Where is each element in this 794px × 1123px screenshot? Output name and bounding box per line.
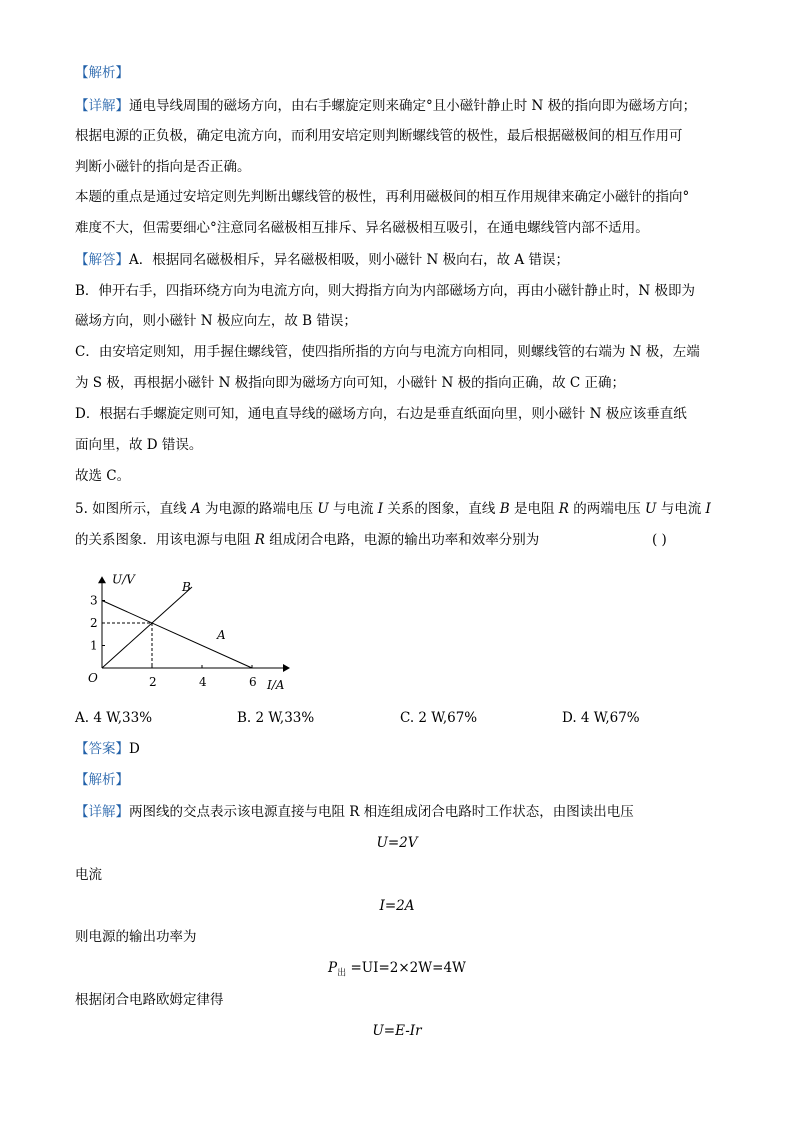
- stem-var-R: R: [254, 532, 265, 548]
- stem-var-I: I: [377, 501, 384, 517]
- equation-current: I=2A: [379, 898, 415, 914]
- stem-text: 与电流: [328, 501, 378, 517]
- stem-var-B: B: [499, 501, 510, 517]
- answer-line-3: 磁场方向，则小磁针 N 极应向左，故 B 错误；: [75, 313, 357, 329]
- stem-text: 5. 如图所示，直线: [75, 501, 191, 517]
- detail-text: 通电导线周围的磁场方向，由右手螺旋定则来确定°且小磁针静止时 N 极的指向即为磁场方向；: [129, 98, 697, 114]
- eq-rest: =UI=2×2W=4W: [346, 960, 466, 976]
- answer-line-5: 为 S 极，再根据小磁针 N 极指向即为磁场方向可知，小磁针 N 极的指向正确，故 C 正确；: [75, 375, 626, 391]
- stem-var-U: U: [645, 501, 657, 517]
- x-tick-label: 2: [149, 675, 157, 689]
- stem-var-I: I: [705, 501, 711, 517]
- x-axis-label: I/A: [267, 678, 285, 692]
- equation-ohm: U=E-Ir: [372, 1023, 422, 1039]
- analysis-heading: 【解析】: [75, 65, 129, 81]
- eq-symbol-p: P: [328, 960, 338, 976]
- label-ohm-law: 根据闭合电路欧姆定律得: [75, 992, 224, 1008]
- y-tick-label: 3: [90, 593, 98, 608]
- detail-line-1: [75, 97, 725, 115]
- option-a: A. 4 W,33%: [75, 710, 153, 726]
- detail-tag-2: 【详解】: [75, 804, 129, 820]
- answer-blank-parentheses: ( ): [652, 532, 667, 548]
- option-b: B. 2 W,33%: [237, 710, 315, 726]
- series-line-A: [102, 601, 252, 669]
- y-axis-label: U/V: [112, 572, 135, 587]
- equation-power: [0, 959, 794, 983]
- eq-subscript: 出: [337, 968, 347, 979]
- question-5-stem-line-2: [75, 531, 725, 549]
- stem-text: 关系的图象，直线: [383, 501, 500, 517]
- stem-text: 的两端电压: [568, 501, 646, 517]
- stem-text: 为电源的路端电压: [200, 501, 318, 517]
- answer-line-8: 故选 C。: [75, 468, 131, 484]
- answer-explain-tag: 【解答】: [75, 252, 129, 268]
- answer-line-7: 面向里，故 D 错误。: [75, 437, 203, 453]
- stem-var-R: R: [558, 501, 569, 517]
- detail-line-3: 判断小磁针的指向是否正确。: [75, 159, 251, 175]
- answer-line-4: C．由安培定则知，用手握住螺线管，使四指所指的方向与电流方向相同，则螺线管的右端为 N 极，左端: [75, 344, 700, 360]
- detail-tag: 【详解】: [75, 98, 129, 114]
- u-i-graph: [80, 560, 310, 700]
- detail-line-5: 难度不大，但需要细心°注意同名磁极相互排斥、异名磁极相互吸引，在通电螺线管内部不适用。: [75, 220, 649, 236]
- detail-line-2: 根据电源的正负极，确定电流方向，而利用安培定则判断螺线管的极性，最后根据磁极间的相互作用可: [75, 128, 683, 144]
- label-current: 电流: [75, 867, 102, 883]
- stem-text: 是电阻: [509, 501, 559, 517]
- answer-line: [75, 740, 725, 758]
- answer-tag: 【答案】: [75, 741, 129, 757]
- answer-explain-text: A．根据同名磁极相斥，异名磁极相吸，则小磁针 N 极向右，故 A 错误；: [129, 252, 569, 268]
- answer-value: D: [129, 741, 140, 757]
- series-label-B: B: [182, 580, 191, 594]
- detail-text-2: 两图线的交点表示该电源直接与电阻 R 相连组成闭合电路时工作状态，由图读出电压: [129, 804, 634, 820]
- detail-line-4: 本题的重点是通过安培定则先判断出螺线管的极性，再利用磁极间的相互作用规律来确定小磁针的指向°: [75, 189, 690, 205]
- answer-line-6: D．根据右手螺旋定则可知，通电直导线的磁场方向，右边是垂直纸面向里，则小磁针 N 极应该垂直纸: [75, 406, 687, 422]
- answer-line-1: [75, 251, 725, 269]
- series-line-B: [102, 587, 192, 668]
- equation-voltage: U=2V: [376, 835, 418, 851]
- series-label-A: A: [217, 627, 226, 642]
- analysis-heading-2: 【解析】: [75, 772, 129, 788]
- x-tick-label: 6: [249, 675, 257, 689]
- question-5-stem-line-1: [75, 500, 725, 518]
- x-tick-label: 4: [199, 675, 207, 689]
- stem-var-U: U: [317, 501, 329, 517]
- option-c: C. 2 W,67%: [400, 710, 478, 726]
- detail-line-2-1: [75, 803, 725, 821]
- option-d: D. 4 W,67%: [562, 710, 640, 726]
- origin-label: O: [88, 671, 98, 685]
- stem-text: 组成闭合电路，电源的输出功率和效率分别为: [264, 532, 540, 548]
- label-output-power: 则电源的输出功率为: [75, 929, 197, 945]
- y-tick-label: 1: [90, 638, 98, 653]
- stem-text: 与电流: [656, 501, 706, 517]
- stem-var-A: A: [190, 501, 201, 517]
- answer-line-2: B．伸开右手，四指环绕方向为电流方向，则大拇指方向为内部磁场方向，再由小磁针静止时，N 极即为: [75, 283, 696, 299]
- stem-text: 的关系图象．用该电源与电阻: [75, 532, 255, 548]
- y-tick-label: 2: [90, 616, 98, 630]
